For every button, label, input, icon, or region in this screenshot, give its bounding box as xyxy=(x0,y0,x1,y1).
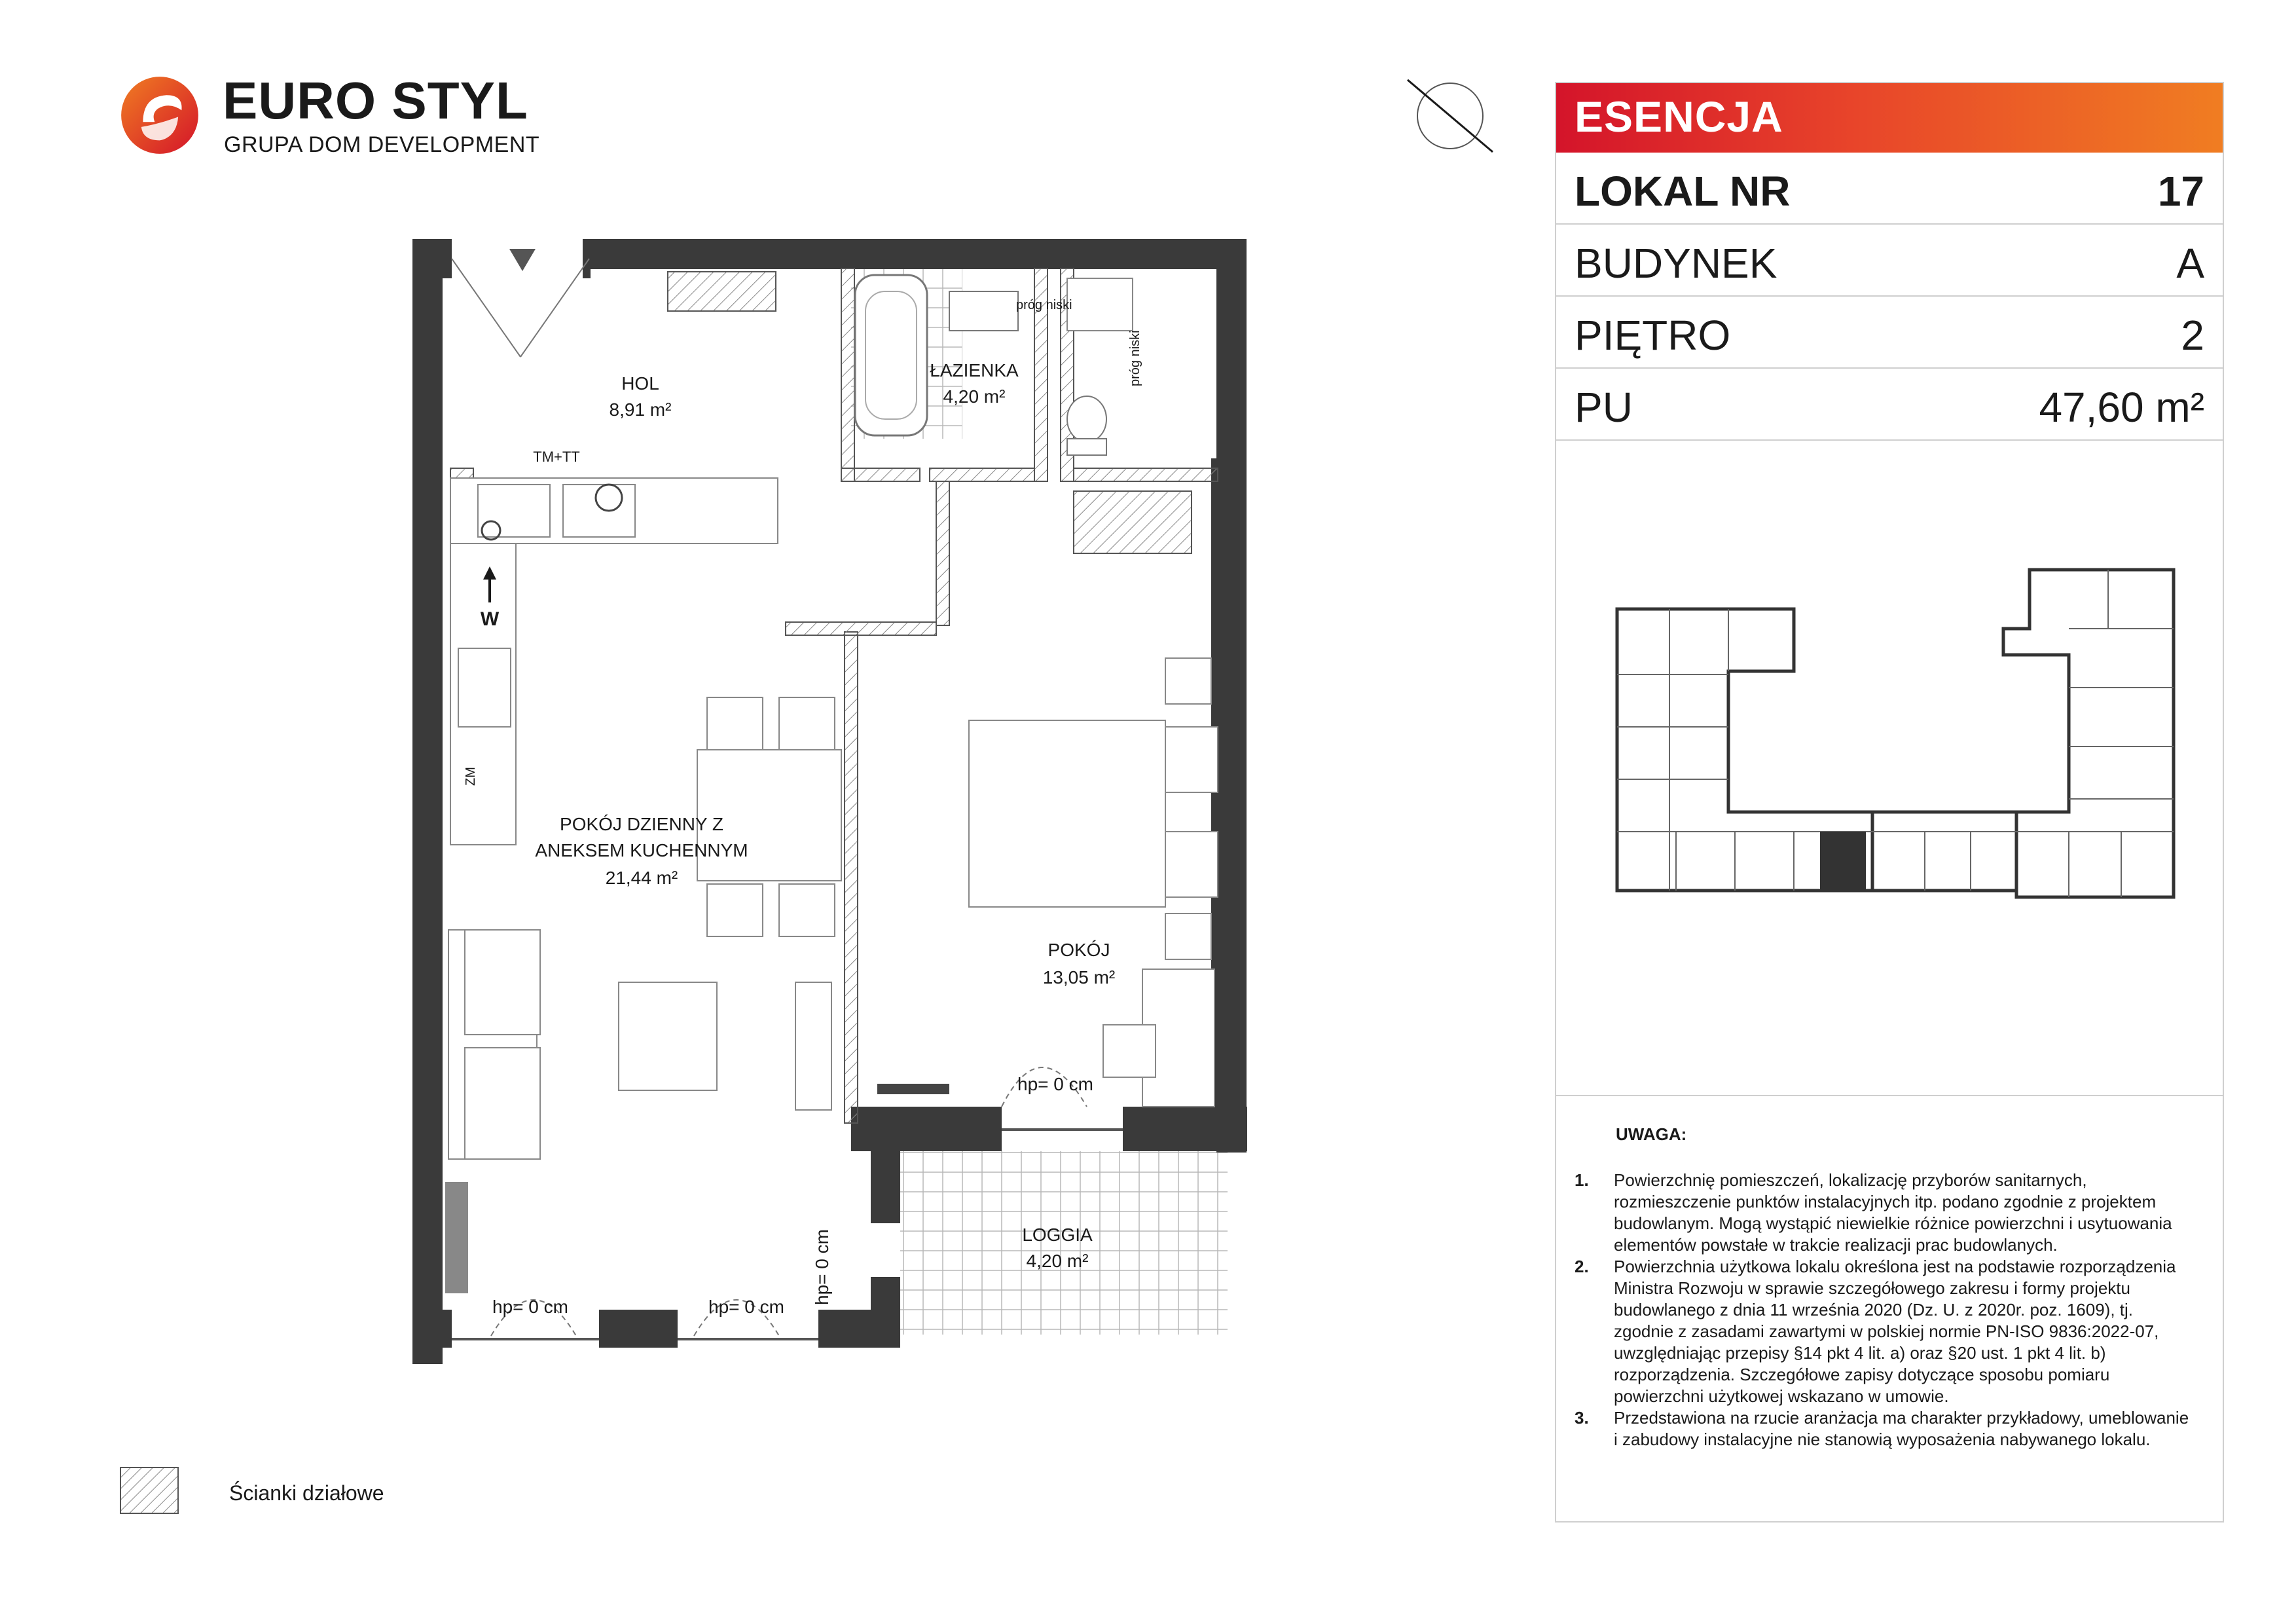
note-item xyxy=(1575,1407,2190,1450)
note-text: Powierzchnia użytkowa lokalu określona jest na podstawie rozporządzenia Ministra Rozwoju w sprawie szczegółowego zakresu i formy projektu budowlanego z dnia 11 września 2020 (Dz. U. z 2020r. poz. 1609), tj. zgodnie z zasadami zawartymi w polskiej normie PN-ISO 9836:2022-07, uwzględniając przepisy §14 pkt 4 lit. a) oraz §20 ust. 1 pkt 4 lit. b) rozporządzenia. Szczegółowe zapisy dotyczące sposobu pomiaru powierzchni użytkowej wskazano w umowie. xyxy=(1614,1257,2176,1406)
note-item xyxy=(1575,1170,2190,1256)
budynek-value: A xyxy=(2176,240,2204,287)
brand-name: EURO STYL xyxy=(223,71,528,130)
lokal-nr-value: 17 xyxy=(2157,168,2204,215)
note-number: 3. xyxy=(1575,1408,1589,1428)
partition-wall xyxy=(668,272,776,311)
prog-niski-label-vertical: próg niski xyxy=(1128,330,1142,386)
hp-label: hp= 0 cm xyxy=(708,1297,784,1317)
panel-divider xyxy=(1556,1095,2223,1096)
row-pu xyxy=(1556,369,2223,441)
room-hol-area: 8,91 m² xyxy=(609,399,672,420)
pietro-value: 2 xyxy=(2181,312,2204,359)
note-number: 2. xyxy=(1575,1257,1589,1276)
room-bedroom-name: POKÓJ xyxy=(1048,940,1110,960)
building-key-plan xyxy=(1597,557,2187,963)
budynek-label: BUDYNEK xyxy=(1575,240,1777,287)
selected-unit-marker xyxy=(1820,832,1866,891)
lokal-nr-label: LOKAL NR xyxy=(1575,168,1791,215)
euro-styl-logo-icon xyxy=(118,73,202,157)
row-lokal-nr xyxy=(1556,153,2223,225)
room-loggia-name: LOGGIA xyxy=(1022,1225,1093,1245)
pu-label: PU xyxy=(1575,384,1633,431)
hp-label: hp= 0 cm xyxy=(492,1297,568,1317)
room-hol-name: HOL xyxy=(621,373,659,394)
row-budynek xyxy=(1556,225,2223,297)
ventilation-label: W xyxy=(480,608,500,630)
room-loggia-area: 4,20 m² xyxy=(1026,1251,1089,1271)
room-bedroom-area: 13,05 m² xyxy=(1042,967,1116,987)
notes-title: UWAGA: xyxy=(1616,1124,1687,1144)
pietro-label: PIĘTRO xyxy=(1575,312,1731,359)
room-living-name-2: ANEKSEM KUCHENNYM xyxy=(535,840,748,860)
brand-subtitle: GRUPA DOM DEVELOPMENT xyxy=(224,132,540,157)
room-bathroom-name: ŁAZIENKA xyxy=(930,360,1019,380)
zm-label: ZM xyxy=(464,767,478,786)
room-living-name-1: POKÓJ DZIENNY Z xyxy=(560,814,723,834)
note-text: Powierzchnię pomieszczeń, lokalizację przyborów sanitarnych, rozmieszczenie punktów instalacyjnych itp. podano zgodnie z projektem budowlanym. Mogą wystąpić niewielkie różnice powierzchni i usytuowania elementów powstałe w trakcie realizacji prac budowlanych. xyxy=(1614,1170,2172,1255)
wall xyxy=(412,239,443,1364)
note-number: 1. xyxy=(1575,1170,1589,1190)
note-item xyxy=(1575,1256,2190,1407)
north-arrow-icon xyxy=(1394,73,1506,158)
hp-label-vertical: hp= 0 cm xyxy=(812,1229,832,1305)
room-bathroom-area: 4,20 m² xyxy=(943,386,1006,407)
room-living-area: 21,44 m² xyxy=(605,868,678,888)
pu-value: 47,60 m² xyxy=(2039,384,2204,431)
tm-tt-label: TM+TT xyxy=(533,449,580,465)
hp-label: hp= 0 cm xyxy=(1017,1074,1093,1094)
project-name: ESENCJA xyxy=(1575,92,1783,141)
floor-plan xyxy=(393,229,1264,1375)
legend-label: Ścianki działowe xyxy=(229,1481,384,1505)
row-pietro xyxy=(1556,297,2223,369)
prog-niski-label: próg niski xyxy=(1016,298,1072,312)
note-text: Przedstawiona na rzucie aranżacja ma charakter przykładowy, umeblowanie i zabudowy instalacyjne nie stanowią wyposażenia nabywanego lokalu. xyxy=(1614,1408,2189,1449)
partition-wall-legend-swatch xyxy=(120,1467,179,1514)
